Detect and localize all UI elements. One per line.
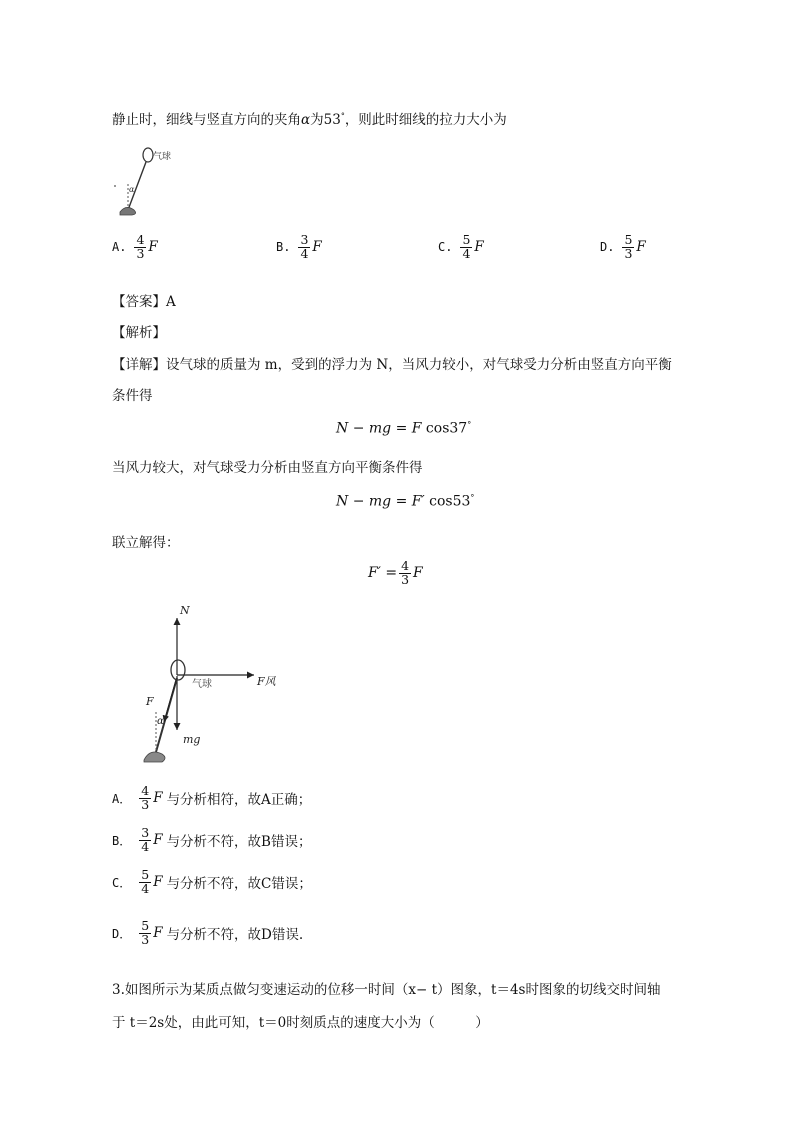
option-d[interactable]: D. $\frac{5}{3}$ F	[600, 232, 646, 261]
option-a[interactable]: A. $\frac{4}{3}$ F	[112, 232, 158, 261]
fraction: $\frac{4}{3}$	[136, 232, 145, 261]
option-b[interactable]: B. $\frac{3}{4}$ F	[276, 232, 322, 261]
balloon-label: 气球	[192, 679, 212, 690]
angle-value: 53	[323, 112, 341, 128]
q3-line-1: 3.如图所示为某质点做匀变速运动的位移一时间（x− t）图象，t＝4s时图象的切线交时间轴	[112, 982, 661, 998]
fwind-label: F风	[257, 675, 276, 688]
stem-text-2: 为	[310, 112, 324, 128]
n-label: N	[180, 604, 190, 617]
alpha-label: α	[129, 185, 135, 194]
figure-balloon-small	[112, 140, 192, 220]
alpha-label: α	[157, 716, 164, 727]
degree-sign: °	[340, 111, 345, 121]
balloon-shape	[171, 660, 185, 680]
review-a: A． $\frac{4}{3}$ F 与分析相符，故A正确；	[112, 783, 312, 812]
review-d: D． $\frac{5}{3}$ F 与分析不符，故D错误.	[112, 918, 304, 947]
analysis-heading: 【解析】	[112, 325, 166, 341]
equation-2: N − mg = F′ cos53°	[336, 493, 475, 510]
question-stem	[112, 108, 507, 128]
big-wind-text: 当风力较大，对气球受力分析由竖直方向平衡条件得	[112, 460, 423, 476]
detail-line-1: 【详解】设气球的质量为 m，受到的浮力为 N，当风力较小，对气球受力分析由竖直方向平衡	[112, 357, 672, 373]
rock-shape	[120, 207, 136, 215]
balloon-label: 气球	[153, 152, 172, 162]
f-label: F	[146, 695, 154, 708]
mg-label: mg	[183, 733, 201, 746]
stem-text-3: ，则此时细线的拉力大小为	[344, 112, 507, 128]
detail-line-2: 条件得	[112, 388, 153, 404]
review-c: C． $\frac{5}{4}$ F 与分析不符，故C错误；	[112, 867, 312, 896]
equation-1: N − mg = F cos37°	[336, 420, 472, 437]
rock-shape	[144, 752, 165, 762]
tension-arrow	[164, 680, 176, 722]
q3-line-2: 于 t＝2s处，由此可知，t＝0时刻质点的速度大小为（ ）	[112, 1015, 489, 1031]
stem-text: 静止时，细线与竖直方向的夹角	[112, 112, 301, 128]
fraction: $\frac{5}{3}$	[624, 232, 633, 261]
answer-line: 【答案】A	[112, 294, 176, 310]
review-b: B． $\frac{3}{4}$ F 与分析不符，故B错误；	[112, 825, 312, 854]
force-diagram	[138, 600, 298, 770]
option-c[interactable]: C. $\frac{5}{4}$ F	[438, 232, 484, 261]
balloon-shape	[143, 148, 153, 162]
fraction: $\frac{3}{4}$	[300, 232, 309, 261]
equation-3: F′ = $\frac{4}{3}$ F	[368, 558, 423, 587]
joint-solve-text: 联立解得：	[112, 535, 180, 551]
alpha-symbol: α	[301, 112, 311, 128]
fraction: $\frac{5}{4}$	[462, 232, 471, 261]
